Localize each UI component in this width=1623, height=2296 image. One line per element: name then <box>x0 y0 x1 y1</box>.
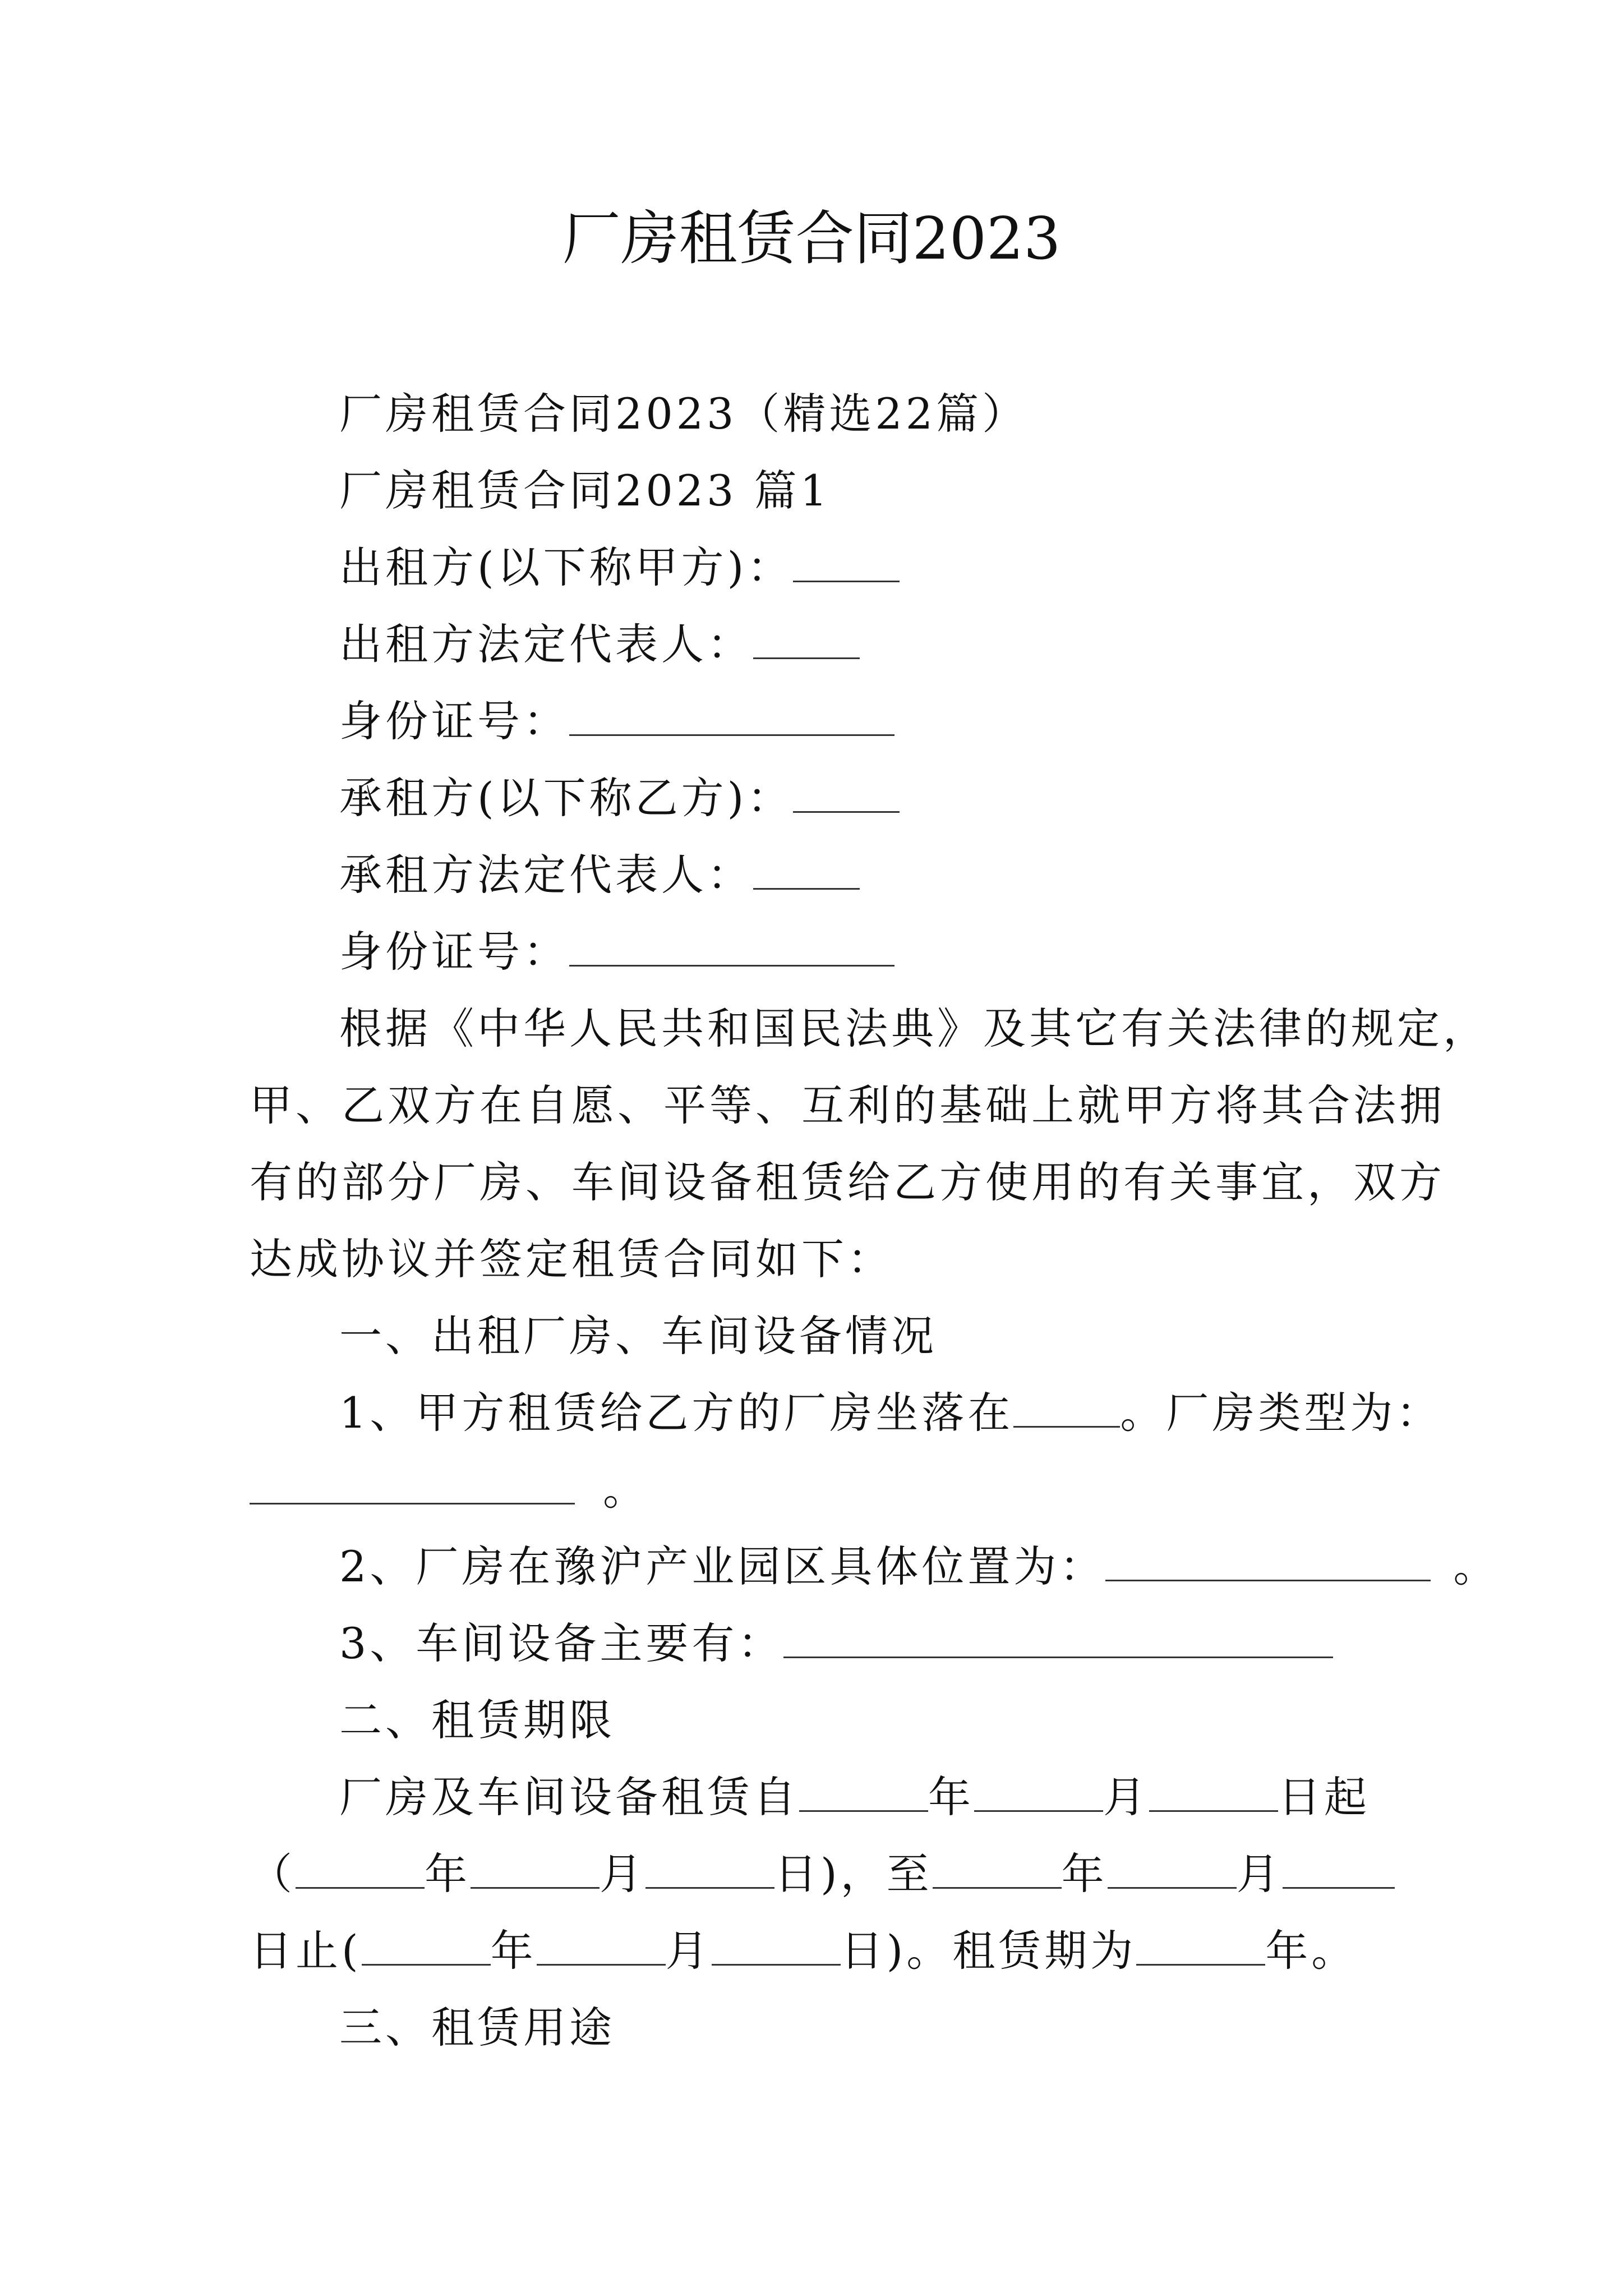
start-year-alt-blank[interactable] <box>296 1850 425 1889</box>
lessor-rep-field <box>250 614 1394 675</box>
lessee-rep-field <box>250 844 1394 906</box>
lease-term-line-3 <box>250 1920 1394 1982</box>
day-close-label: 日)，至 <box>774 1849 933 1899</box>
id-number-field-2 <box>250 921 1394 983</box>
item-2-label: 2、厂房在豫沪产业园区具体位置为： <box>339 1542 1106 1591</box>
end-year-blank[interactable] <box>933 1850 1062 1889</box>
intro-line-4: 达成协议并签定租赁合同如下： <box>250 1234 893 1284</box>
day-end-label: 日止( <box>250 1926 362 1976</box>
section-2-heading: 二、租赁期限 <box>339 1695 615 1745</box>
start-year-blank[interactable] <box>799 1773 928 1812</box>
month-label-1: 月 <box>1103 1772 1149 1822</box>
position-blank[interactable] <box>1105 1543 1431 1581</box>
end-day-alt-blank[interactable] <box>712 1927 841 1966</box>
item-1-type-label: 。厂房类型为： <box>1120 1388 1442 1438</box>
year-label-3: 年 <box>1061 1849 1108 1899</box>
lease-term-line-2 <box>250 1843 1394 1905</box>
document-subtitle: 厂房租赁合同2023（精选22篇） <box>339 389 1029 439</box>
lessor-label: 出租方(以下称甲方)： <box>339 542 794 592</box>
lessee-rep-blank[interactable] <box>753 851 860 890</box>
location-blank[interactable] <box>1013 1389 1120 1428</box>
lease-years-blank[interactable] <box>1136 1927 1265 1966</box>
end-day-blank[interactable] <box>1283 1850 1395 1889</box>
end-year-alt-blank[interactable] <box>362 1927 491 1966</box>
item-1-continued <box>250 1459 1394 1521</box>
start-day-alt-blank[interactable] <box>645 1850 774 1889</box>
lease-period-label: 日)。租赁期为 <box>840 1926 1137 1976</box>
lessor-field <box>250 537 1394 599</box>
years-end-label: 年。 <box>1265 1926 1358 1976</box>
intro-line-2: 甲、乙双方在自愿、平等、互利的基础上就甲方将其合法拥 <box>250 1080 1445 1130</box>
id-number-label-2: 身份证号： <box>339 927 569 977</box>
end-month-blank[interactable] <box>1108 1850 1237 1889</box>
section-3-heading: 三、租赁用途 <box>339 2003 615 2053</box>
lessee-blank[interactable] <box>793 774 900 813</box>
section-1-heading: 一、出租厂房、车间设备情况 <box>339 1311 937 1361</box>
lessee-label: 承租方(以下称乙方)： <box>339 773 794 823</box>
lessor-rep-label: 出租方法定代表人： <box>339 619 753 669</box>
month-label-3: 月 <box>1236 1849 1283 1899</box>
month-label-2: 月 <box>600 1849 645 1899</box>
intro-line-3: 有的部分厂房、车间设备租赁给乙方使用的有关事宜，双方 <box>250 1157 1445 1207</box>
item-3-label: 3、车间设备主要有： <box>339 1618 784 1668</box>
month-label-4: 月 <box>665 1926 712 1976</box>
year-label-4: 年 <box>490 1926 537 1976</box>
lessor-rep-blank[interactable] <box>753 620 860 659</box>
id-number-blank-2[interactable] <box>569 928 895 967</box>
start-month-alt-blank[interactable] <box>471 1850 600 1889</box>
end-month-alt-blank[interactable] <box>537 1927 666 1966</box>
lease-term-line-1 <box>250 1766 1394 1828</box>
document-title: 厂房租赁合同2023 <box>562 204 1061 273</box>
year-label-1: 年 <box>928 1772 974 1822</box>
start-day-blank[interactable] <box>1149 1773 1278 1812</box>
section-heading: 厂房租赁合同2023 篇1 <box>339 466 831 516</box>
intro-line-1: 根据《中华人民共和国民法典》及其它有关法律的规定， <box>339 1004 1489 1053</box>
item-3 <box>250 1613 1394 1674</box>
start-month-blank[interactable] <box>974 1773 1103 1812</box>
id-number-field-1 <box>250 691 1394 752</box>
item-1 <box>250 1382 1442 1444</box>
year-label-2: 年 <box>425 1849 471 1899</box>
item-2 <box>250 1536 1500 1598</box>
equipment-blank[interactable] <box>783 1619 1333 1658</box>
item-1-period: 。 <box>603 1465 649 1515</box>
lessor-blank[interactable] <box>793 544 900 582</box>
factory-type-blank[interactable] <box>250 1466 575 1504</box>
id-number-blank-1[interactable] <box>569 697 895 736</box>
lease-from-label: 厂房及车间设备租赁自 <box>339 1772 799 1822</box>
day-start-label: 日起 <box>1278 1772 1370 1822</box>
paren-open: （ <box>250 1849 296 1899</box>
lessee-rep-label: 承租方法定代表人： <box>339 850 753 900</box>
lessee-field <box>250 767 1394 829</box>
item-1-location-label: 1、甲方租赁给乙方的厂房坐落在 <box>339 1388 1014 1438</box>
id-number-label-1: 身份证号： <box>339 696 569 746</box>
item-2-period: 。 <box>1453 1542 1500 1591</box>
